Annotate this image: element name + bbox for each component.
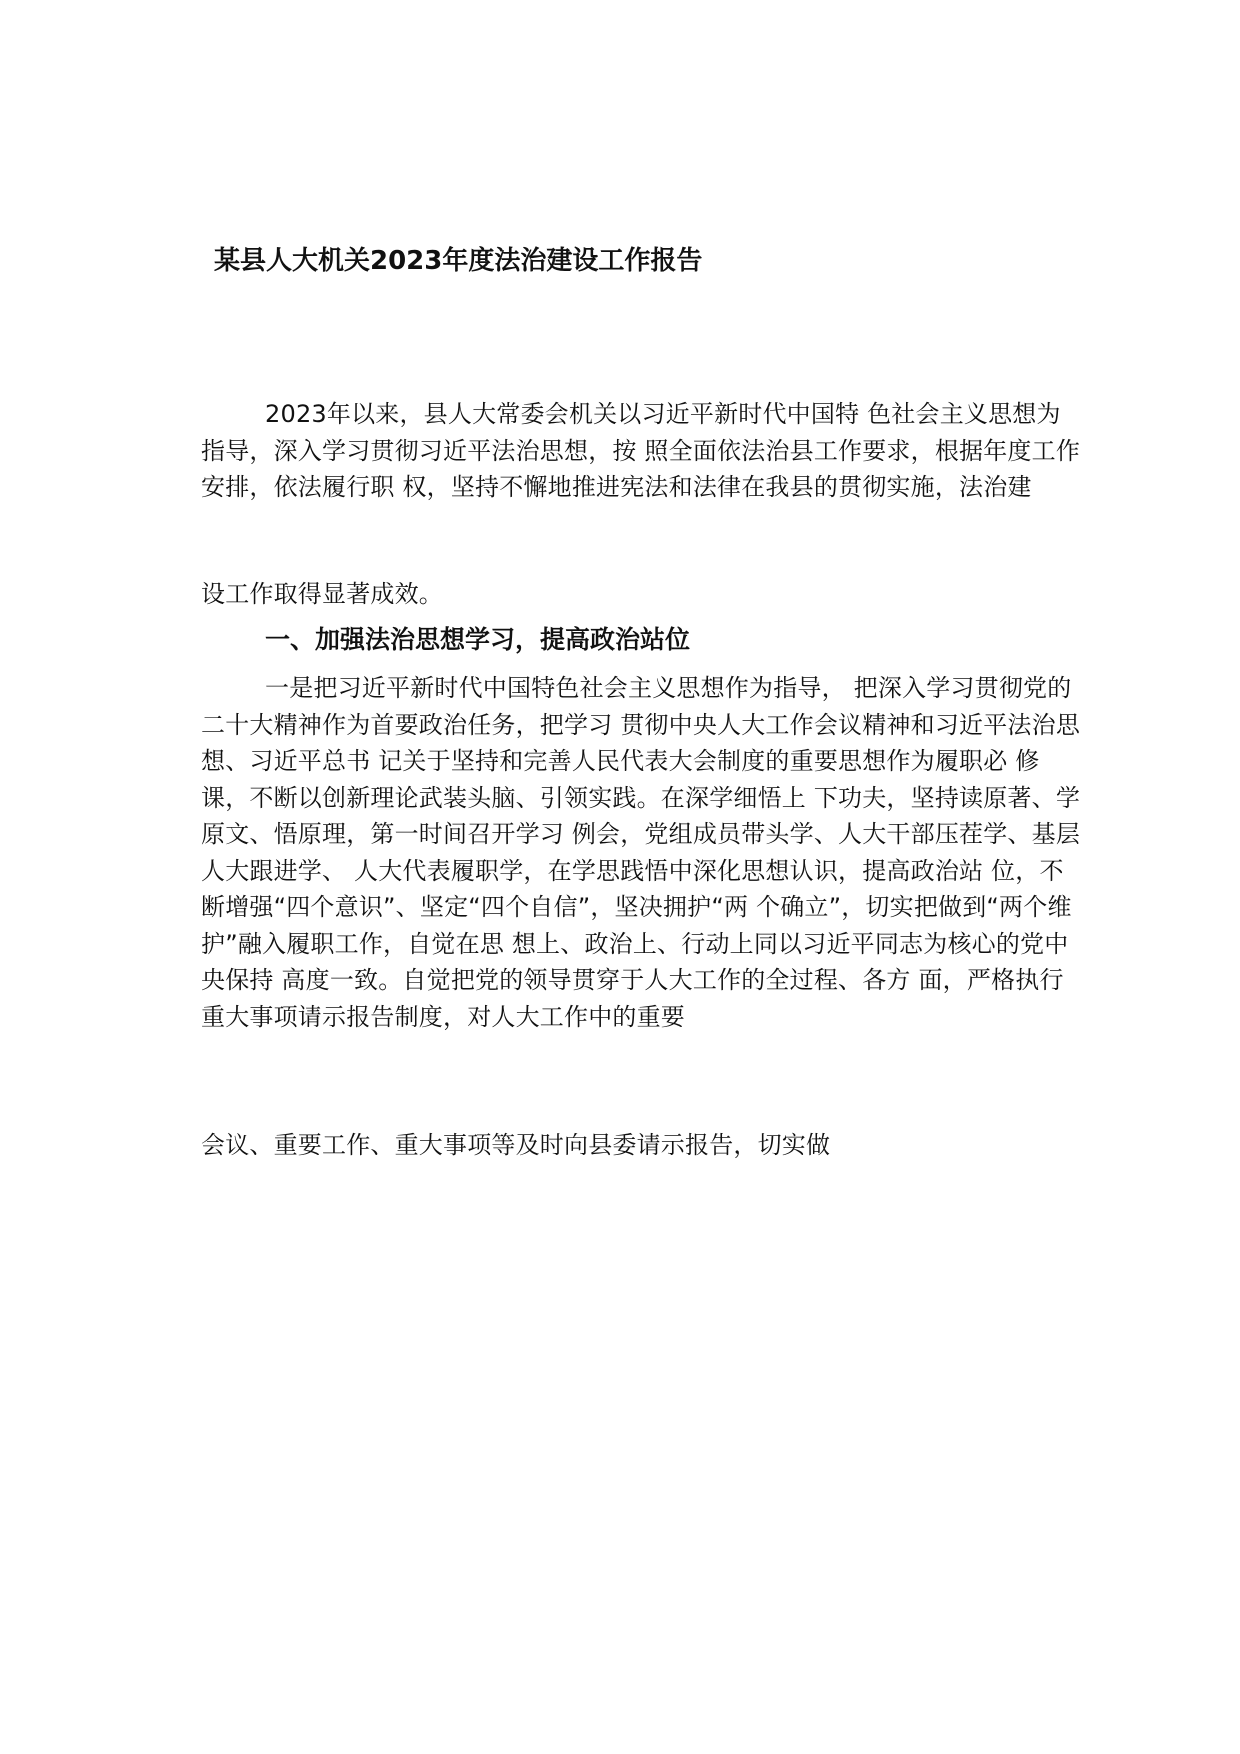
section-heading: 一、加强法治思想学习，提高政治站位 (265, 625, 691, 654)
section-body-paragraph-continued: 会议、重要工作、重大事项等及时向县委请示报告，切实做 (201, 1131, 831, 1159)
intro-paragraph-continued: 设工作取得显著成效。 (201, 580, 443, 608)
document-title: 某县人大机关2023年度法治建设工作报告 (214, 246, 703, 276)
intro-paragraph: 2023年以来，县人大常委会机关以习近平新时代中国特 色社会主义思想为指导，深入学习贯彻习近平法治思想，按 照全面依法治县工作要求，根据年度工作安排，依法履行职 权，坚持不懈地推进宪法和法律在我县的贯彻实施，法治建 (201, 400, 1081, 501)
section-body-paragraph: 一是把习近平新时代中国特色社会主义思想作为指导， 把深入学习贯彻党的二十大精神作为首要政治任务，把学习 贯彻中央人大工作会议精神和习近平法治思想、习近平总书 记关于坚持和完善人民代表大会制度的重要思想作为履职必 修课，不断以创新理论武装头脑、引领实践。在深学细悟上 下功夫，坚持读原著、学原文、悟原理，第一时间召开学习 例会，党组成员带头学、人大干部压茬学、基层人大跟进学、 人大代表履职学，在学思践悟中深化思想认识，提高政治站 位，不断增强“四个意识”、坚定“四个自信”，坚决拥护“两 个确立”，切实把做到“两个维护”融入履职工作，自觉在思 想上、政治上、行动上同以习近平同志为核心的党中央保持 高度一致。自觉把党的领导贯穿于人大工作的全过程、各方 面，严格执行重大事项请示报告制度，对人大工作中的重要 (201, 674, 1081, 1031)
